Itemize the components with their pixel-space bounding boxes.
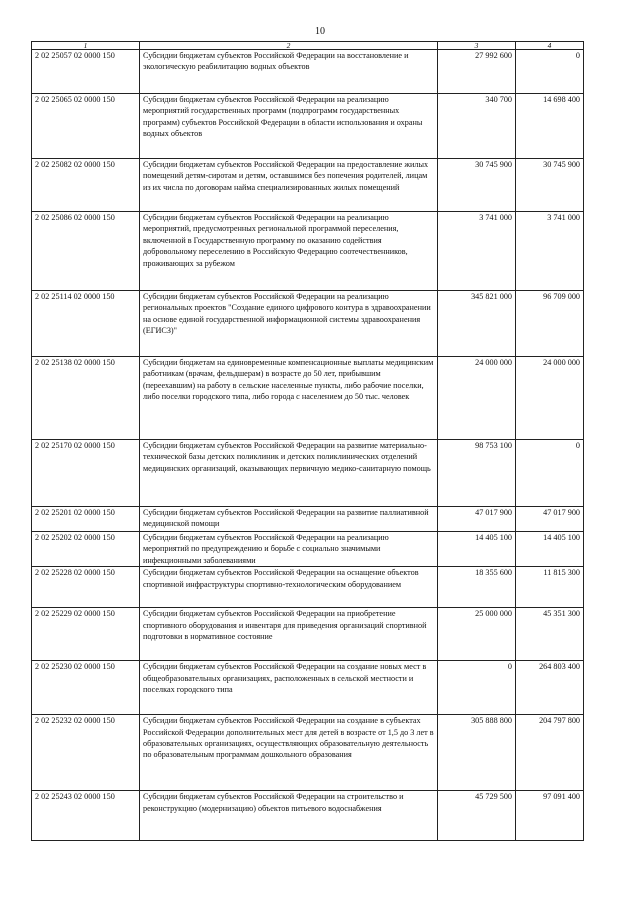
budget-code-cell: 2 02 25243 02 0000 150 bbox=[32, 791, 140, 841]
amount-col4-cell: 264 803 400 bbox=[516, 661, 584, 715]
description-cell: Субсидии бюджетам субъектов Российской Федерации на реализацию мероприятий государственных программ (подпрограмм государственных программ) субъектов Российской Федерации в области использования и охраны водных объектов bbox=[140, 94, 438, 159]
description-cell: Субсидии бюджетам субъектов Российской Федерации на оснащение объектов спортивной инфраструктуры спортивно-технологическим оборудованием bbox=[140, 567, 438, 608]
budget-code-cell: 2 02 25114 02 0000 150 bbox=[32, 291, 140, 357]
amount-col3-cell: 18 355 600 bbox=[438, 567, 516, 608]
budget-code-cell: 2 02 25202 02 0000 150 bbox=[32, 532, 140, 567]
budget-code-cell: 2 02 25082 02 0000 150 bbox=[32, 159, 140, 212]
amount-col4-cell: 0 bbox=[516, 440, 584, 507]
amount-col4-cell: 96 709 000 bbox=[516, 291, 584, 357]
table-row bbox=[32, 507, 584, 532]
description-cell: Субсидии бюджетам субъектов Российской Федерации на создание новых мест в общеобразовательных организациях, расположенных в сельской местности и поселках городского типа bbox=[140, 661, 438, 715]
table-row bbox=[32, 440, 584, 507]
table-row bbox=[32, 532, 584, 567]
description-cell: Субсидии бюджетам субъектов Российской Федерации на создание в субъектах Российской Федерации дополнительных мест для детей в возрасте от 1,5 до 3 лет в образовательных организациях, осуществляющих образовательную деятельность по образовательным программам дошкольного образования bbox=[140, 715, 438, 791]
amount-col4-cell: 14 698 400 bbox=[516, 94, 584, 159]
description-cell: Субсидии бюджетам субъектов Российской Федерации на развитие материально-технической базы детских поликлиник и детских поликлинических отделений медицинских организаций, оказывающих первичную медико-санитарную помощь bbox=[140, 440, 438, 507]
budget-code-cell: 2 02 25170 02 0000 150 bbox=[32, 440, 140, 507]
budget-code-cell: 2 02 25138 02 0000 150 bbox=[32, 357, 140, 440]
budget-code-cell: 2 02 25057 02 0000 150 bbox=[32, 50, 140, 94]
table-row bbox=[32, 357, 584, 440]
amount-col3-cell: 30 745 900 bbox=[438, 159, 516, 212]
column-header-2: 2 bbox=[140, 42, 438, 50]
amount-col3-cell: 27 992 600 bbox=[438, 50, 516, 94]
budget-code-cell: 2 02 25065 02 0000 150 bbox=[32, 94, 140, 159]
amount-col4-cell: 14 405 100 bbox=[516, 532, 584, 567]
table-row bbox=[32, 567, 584, 608]
amount-col3-cell: 47 017 900 bbox=[438, 507, 516, 532]
table-row bbox=[32, 159, 584, 212]
description-cell: Субсидии бюджетам субъектов Российской Федерации на реализацию мероприятий по предупреждению и борьбе с социально значимыми инфекционными заболеваниями bbox=[140, 532, 438, 567]
amount-col4-cell: 47 017 900 bbox=[516, 507, 584, 532]
table-row bbox=[32, 791, 584, 841]
budget-code-cell: 2 02 25229 02 0000 150 bbox=[32, 608, 140, 661]
amount-col3-cell: 0 bbox=[438, 661, 516, 715]
amount-col3-cell: 305 888 800 bbox=[438, 715, 516, 791]
column-header-3: 3 bbox=[438, 42, 516, 50]
amount-col4-cell: 24 000 000 bbox=[516, 357, 584, 440]
amount-col3-cell: 98 753 100 bbox=[438, 440, 516, 507]
description-cell: Субсидии бюджетам субъектов Российской Федерации на развитие паллиативной медицинской помощи bbox=[140, 507, 438, 532]
amount-col4-cell: 204 797 800 bbox=[516, 715, 584, 791]
budget-code-cell: 2 02 25232 02 0000 150 bbox=[32, 715, 140, 791]
table-row bbox=[32, 715, 584, 791]
table-row bbox=[32, 50, 584, 94]
amount-col3-cell: 340 700 bbox=[438, 94, 516, 159]
table-row bbox=[32, 608, 584, 661]
description-cell: Субсидии бюджетам субъектов Российской Федерации на предоставление жилых помещений детям-сиротам и детям, оставшимся без попечения родителей, лицам из их числа по договорам найма специализированных жилых помещений bbox=[140, 159, 438, 212]
amount-col4-cell: 0 bbox=[516, 50, 584, 94]
amount-col4-cell: 30 745 900 bbox=[516, 159, 584, 212]
description-cell: Субсидии бюджетам субъектов Российской Федерации на строительство и реконструкцию (модернизацию) объектов питьевого водоснабжения bbox=[140, 791, 438, 841]
amount-col3-cell: 345 821 000 bbox=[438, 291, 516, 357]
amount-col4-cell: 45 351 300 bbox=[516, 608, 584, 661]
table-row bbox=[32, 94, 584, 159]
column-header-1: 1 bbox=[32, 42, 140, 50]
amount-col4-cell: 3 741 000 bbox=[516, 212, 584, 291]
amount-col3-cell: 3 741 000 bbox=[438, 212, 516, 291]
description-cell: Субсидии бюджетам субъектов Российской Федерации на приобретение спортивного оборудования и инвентаря для приведения организаций спортивной подготовки в нормативное состояние bbox=[140, 608, 438, 661]
amount-col4-cell: 11 815 300 bbox=[516, 567, 584, 608]
amount-col3-cell: 24 000 000 bbox=[438, 357, 516, 440]
column-header-4: 4 bbox=[516, 42, 584, 50]
description-cell: Субсидии бюджетам субъектов Российской Федерации на реализацию мероприятий, предусмотренных региональной программой переселения, включенной в Государственную программу по оказанию содействия добровольному переселению в Российскую Федерацию соотечественников, проживающих за рубежом bbox=[140, 212, 438, 291]
description-cell: Субсидии бюджетам субъектов Российской Федерации на восстановление и экологическую реабилитацию водных объектов bbox=[140, 50, 438, 94]
amount-col3-cell: 14 405 100 bbox=[438, 532, 516, 567]
table-row bbox=[32, 661, 584, 715]
table-row bbox=[32, 212, 584, 291]
table-row bbox=[32, 291, 584, 357]
budget-code-cell: 2 02 25228 02 0000 150 bbox=[32, 567, 140, 608]
description-cell: Субсидии бюджетам на единовременные компенсационные выплаты медицинским работникам (врачам, фельдшерам) в возрасте до 50 лет, прибывшим (переехавшим) на работу в сельские населенные пункты, либо рабочие поселки, либо поселки городского типа, либо города с населением до 50 тыс. человек bbox=[140, 357, 438, 440]
column-number-row bbox=[32, 42, 584, 50]
budget-code-cell: 2 02 25086 02 0000 150 bbox=[32, 212, 140, 291]
description-cell: Субсидии бюджетам субъектов Российской Федерации на реализацию региональных проектов "Создание единого цифрового контура в здравоохранении на основе единой государственной информационной системы здравоохранения (ЕГИСЗ)" bbox=[140, 291, 438, 357]
page-number: 10 bbox=[315, 26, 325, 37]
amount-col3-cell: 45 729 500 bbox=[438, 791, 516, 841]
amount-col3-cell: 25 000 000 bbox=[438, 608, 516, 661]
budget-table bbox=[31, 41, 584, 841]
budget-code-cell: 2 02 25201 02 0000 150 bbox=[32, 507, 140, 532]
amount-col4-cell: 97 091 400 bbox=[516, 791, 584, 841]
budget-code-cell: 2 02 25230 02 0000 150 bbox=[32, 661, 140, 715]
